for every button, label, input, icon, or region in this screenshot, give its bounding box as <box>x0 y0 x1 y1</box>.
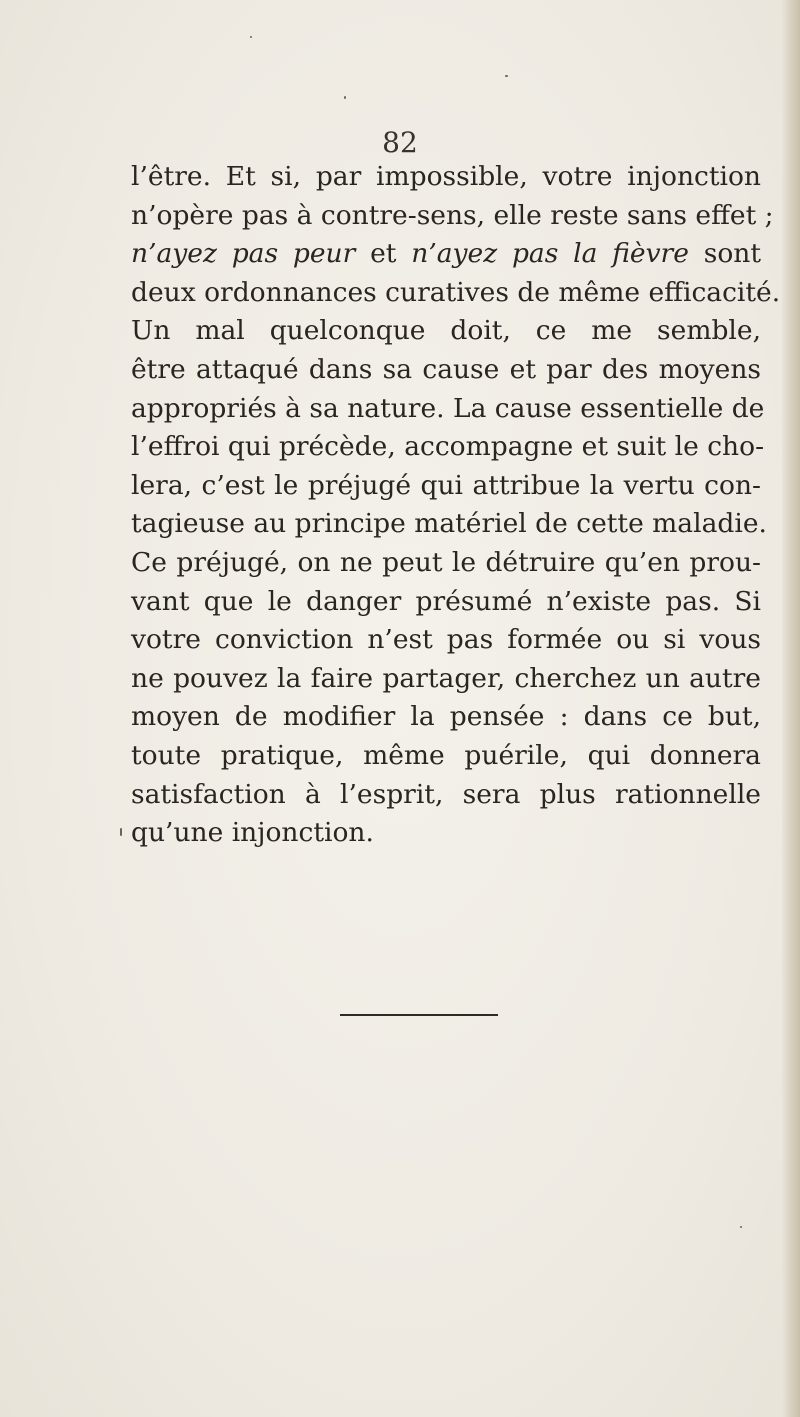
page-number: 82 <box>382 126 418 159</box>
text-segment: qu’une injonction. <box>131 817 374 849</box>
text-segment: tagieuse au principe matériel de cette maladie. <box>131 508 767 540</box>
text-line <box>131 158 761 197</box>
italic-text-segment: n’ayez pas peur <box>131 238 356 270</box>
text-line <box>131 197 774 236</box>
italic-text-segment: n’ayez pas la fièvre <box>411 238 689 270</box>
paper-speck <box>740 1226 742 1228</box>
text-segment: appropriés à sa nature. La cause essentielle de <box>131 392 765 424</box>
text-line <box>131 351 761 390</box>
text-segment: sont <box>688 238 762 270</box>
text-line <box>131 428 765 467</box>
text-line <box>131 274 781 313</box>
text-segment: moyen de modifier la pensée : dans ce but, <box>131 701 761 733</box>
text-line <box>131 814 761 853</box>
text-line <box>131 390 765 429</box>
paper-speck <box>505 75 508 77</box>
text-line <box>131 583 761 622</box>
text-segment: Ce préjugé, on ne peut le détruire qu’en prou- <box>131 546 761 578</box>
paper-speck <box>120 828 122 836</box>
body-paragraph <box>131 158 781 853</box>
text-segment: vant que le danger présumé n’existe pas. Si <box>131 585 761 617</box>
text-segment: et <box>355 238 412 270</box>
text-segment: l’effroi qui précède, accompagne et suit le cho- <box>131 431 765 463</box>
page-edge-shadow <box>782 0 800 1417</box>
text-segment: ne pouvez la faire partager, cherchez un autre <box>131 662 761 694</box>
text-line <box>131 737 761 776</box>
paper-speck <box>344 96 346 99</box>
text-line <box>131 776 761 815</box>
text-segment: Un mal quelconque doit, ce me semble, <box>131 315 761 347</box>
text-line <box>131 467 761 506</box>
text-line <box>131 235 761 274</box>
text-segment: n’opère pas à contre-sens, elle reste sans effet ; <box>131 199 774 231</box>
text-line <box>131 621 761 660</box>
text-line <box>131 312 761 351</box>
text-segment: lera, c’est le préjugé qui attribue la vertu con- <box>131 469 761 501</box>
paper-speck <box>250 36 252 38</box>
text-line <box>131 505 767 544</box>
text-segment: l’être. Et si, par impossible, votre injonction <box>131 161 761 192</box>
text-segment: deux ordonnances curatives de même efficacité. <box>131 276 781 308</box>
text-line <box>131 544 761 583</box>
text-segment: être attaqué dans sa cause et par des moyens <box>131 353 761 385</box>
text-segment: votre conviction n’est pas formée ou si vous <box>131 624 761 656</box>
text-line <box>131 660 761 699</box>
text-segment: satisfaction à l’esprit, sera plus rationnelle <box>131 778 761 810</box>
section-divider <box>340 1014 498 1016</box>
text-line <box>131 698 761 737</box>
text-segment: toute pratique, même puérile, qui donnera <box>131 739 761 771</box>
